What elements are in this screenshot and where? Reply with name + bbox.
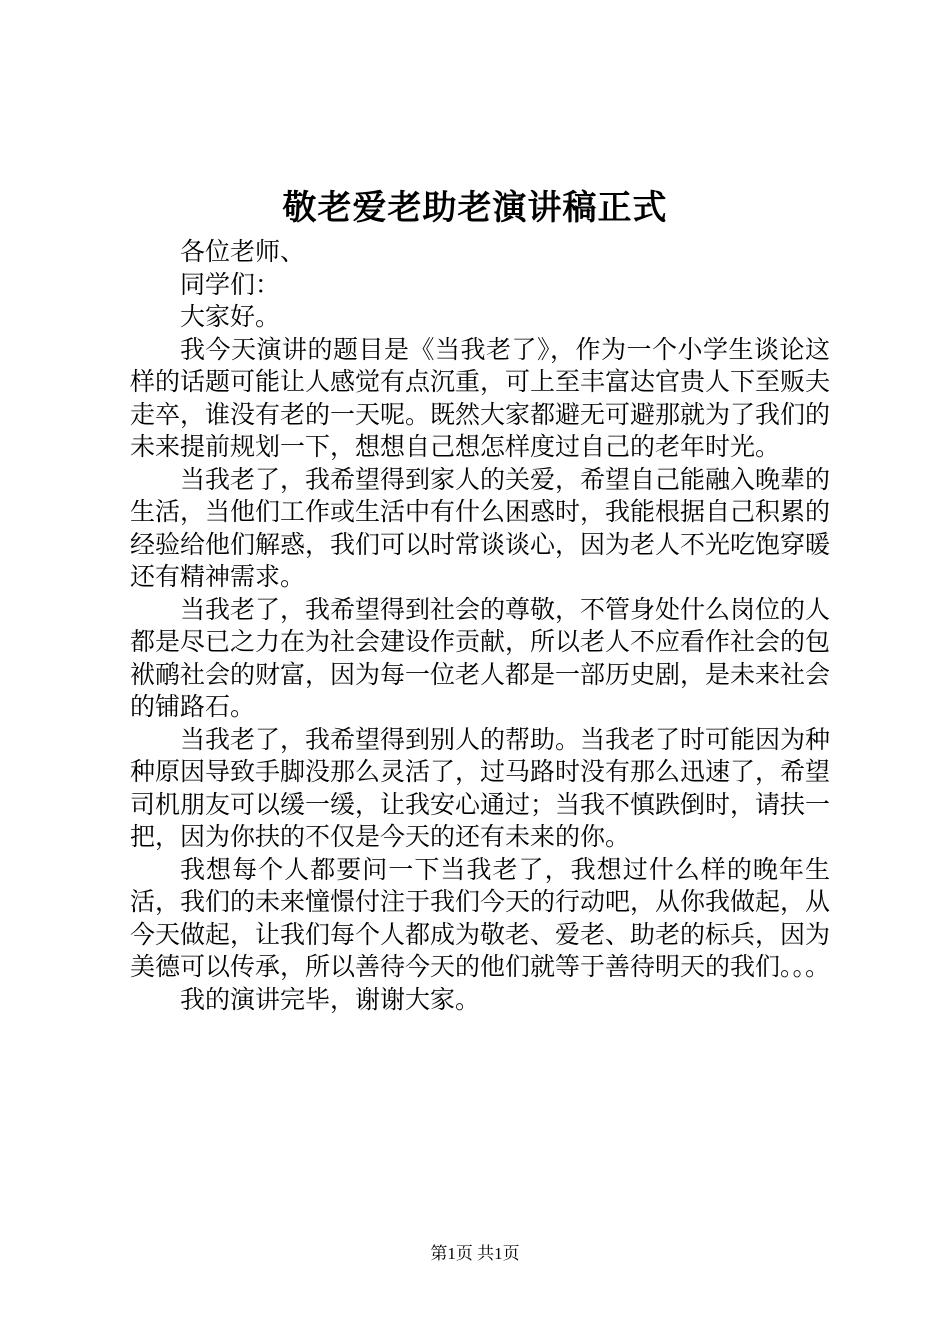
greeting: 大家好。: [180, 302, 281, 331]
salutation-teachers: 各位老师、: [180, 237, 306, 266]
paragraph-family-care: 当我老了，我希望得到家人的关爱，希望自己能融入晚辈的生活，当他们工作或生活中有什么困惑时，我能根据自己积累的经验给他们解惑，我们可以时常谈谈心，因为老人不光吃饱穿暖还有精神需求。: [130, 464, 831, 591]
speech-body: [130, 236, 830, 1016]
paragraph-help-from-others: 当我老了，我希望得到别人的帮助。当我老了时可能因为种种原因导致手脚没那么灵活了，过马路时没有那么迅速了，希望司机朋友可以缓一缓，让我安心通过；当我不慎跌倒时，请扶一把，因为你扶的不仅是今天的还有未来的你。: [130, 724, 831, 851]
paragraph-intro: 我今天演讲的题目是《当我老了》，作为一个小学生谈论这样的话题可能让人感觉有点沉重，可上至丰富达官贵人下至贩夫走卒，谁没有老的一天呢。既然大家都避无可避那就为了我们的未来提前规划一下，想想自己想怎样度过自己的老年时光。: [130, 334, 831, 461]
page-footer: 第1页 共1页: [430, 1244, 520, 1263]
paragraph-social-respect: 当我老了，我希望得到社会的尊敬，不管身处什么岗位的人都是尽已之力在为社会建设作贡献，所以老人不应看作社会的包袱鸸社会的财富，因为每一位老人都是一部历史剧，是未来社会的铺路石。: [130, 594, 831, 721]
paragraph-call-to-action: 我想每个人都要问一下当我老了，我想过什么样的晚年生活，我们的未来憧憬付注于我们今天的行动吧，从你我做起，从今天做起，让我们每个人都成为敬老、爱老、助老的标兵，因为美德可以传承，所以善待今天的他们就等于善待明天的我们。。。: [130, 854, 831, 981]
salutation-students: 同学们：: [180, 269, 281, 299]
paragraph-closing: 我的演讲完毕，谢谢大家。: [180, 984, 481, 1014]
document-title: 敬老爱老助老演讲稿正式: [282, 188, 668, 228]
